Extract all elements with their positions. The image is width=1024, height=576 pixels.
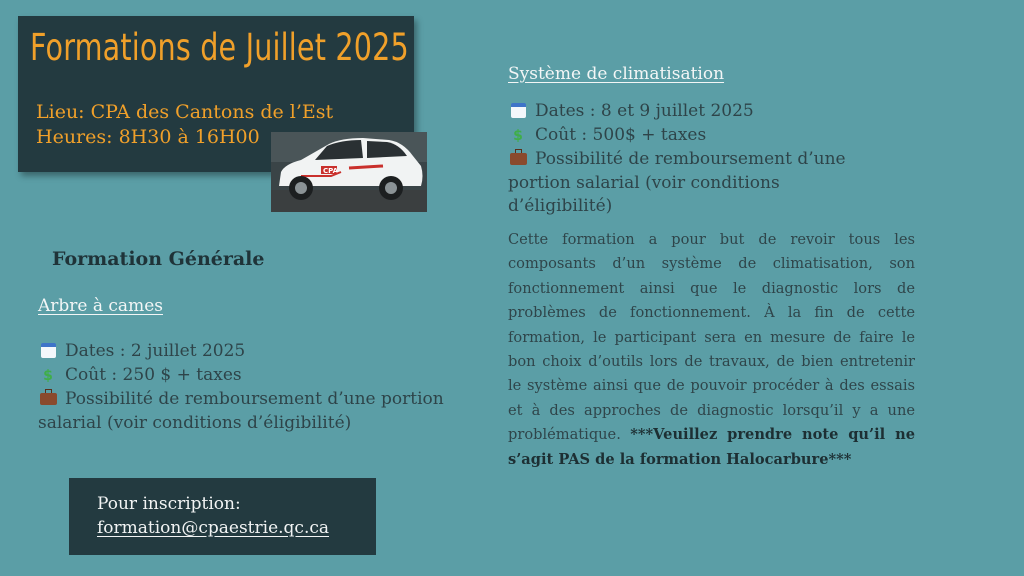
course-link-climatisation[interactable]: Système de climatisation (508, 64, 725, 84)
briefcase-icon (508, 149, 528, 172)
briefcase-icon (38, 389, 58, 412)
general-course-info (38, 340, 444, 435)
clim-description: Cette formation a pour but de revoir tous les composants d’un système de climatisation, son fonctionnement ainsi que le diagnostic lors de problèmes de fonctionnement. À la fin de cette formation, le participant sera en mesure de faire le bon choix d’outils lors de travaux, de bien entretenir le système ainsi que de pouvoir procéder à des essais et à des approches de diagnostic lorsqu’il y a une problématique. (508, 231, 915, 444)
general-refund-line1: Possibilité de remboursement d’une portion (65, 389, 444, 409)
dollar-icon: $ (43, 368, 53, 384)
calendar-icon (508, 101, 528, 124)
clim-refund-line2: portion salarial (voir conditions (508, 173, 780, 193)
clim-cost: Coût : 500$ + taxes (535, 125, 707, 145)
clim-description-block (508, 228, 915, 472)
clim-dates-row (508, 100, 846, 124)
clim-refund-line3: d’éligibilité) (508, 196, 613, 216)
clim-refund-row (508, 148, 846, 172)
dollar-icon: $ (513, 128, 523, 144)
clim-course-info (508, 100, 846, 218)
general-dates: Dates : 2 juillet 2025 (65, 341, 246, 361)
general-refund-row (38, 388, 444, 412)
general-dates-row (38, 340, 444, 364)
registration-email-link[interactable]: formation@cpaestrie.qc.ca (97, 518, 330, 538)
clim-dates: Dates : 8 et 9 juillet 2025 (535, 101, 754, 121)
clim-cost-row (508, 124, 846, 148)
general-section-title: Formation Générale (52, 248, 265, 270)
general-refund-line2: salarial (voir conditions d’éligibilité) (38, 413, 352, 433)
registration-label: Pour inscription: (97, 494, 241, 514)
hours-text: Heures: 8H30 à 16H00 (36, 126, 260, 148)
clim-note: ***Veuillez prendre note qu’il ne s’agit PAS de la formation Halocarbure*** (508, 426, 915, 468)
car-photo (271, 132, 427, 212)
course-link-arbre-a-cames[interactable]: Arbre à cames (38, 296, 163, 316)
location-text: Lieu: CPA des Cantons de l’Est (36, 101, 334, 123)
car-decal-text: CPA (323, 167, 339, 175)
page-title: Formations de Juillet 2025 (30, 26, 409, 69)
general-cost: Coût : 250 $ + taxes (65, 365, 242, 385)
registration-panel (69, 478, 376, 555)
calendar-icon (38, 341, 58, 364)
car-illustration (271, 132, 427, 212)
clim-refund-line1: Possibilité de remboursement d’une (535, 149, 846, 169)
general-cost-row (38, 364, 444, 388)
